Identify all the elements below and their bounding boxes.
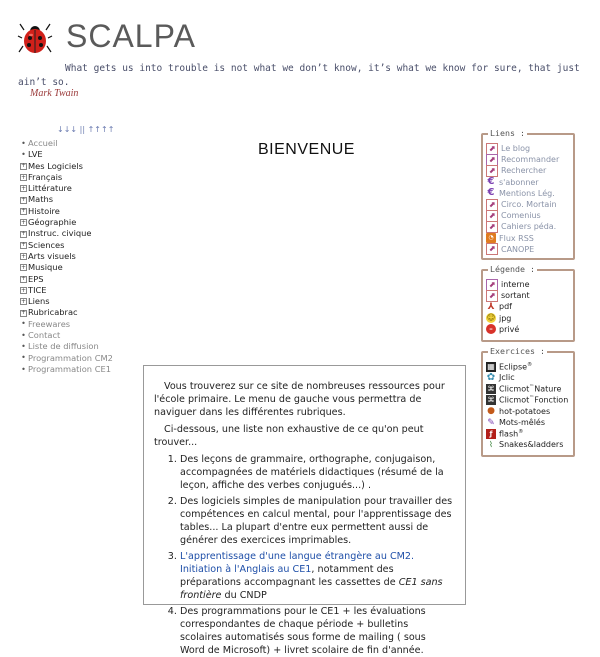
bullet-icon: • [21, 353, 26, 363]
item-label [499, 362, 532, 372]
item-label [501, 222, 556, 231]
pdf-icon: ⅄ [487, 301, 495, 312]
sidebar-item-mes-logiciels[interactable] [20, 161, 113, 172]
sidebar-item-label: Accueil [28, 138, 58, 148]
exercices-item[interactable] [486, 417, 573, 428]
anglais-ce1-link[interactable]: Initiation à l'Anglais au CE1 [180, 564, 312, 575]
external-link-arrow-icon: ⬈ [486, 165, 498, 177]
legende-item[interactable] [486, 290, 573, 301]
expand-plus-icon[interactable]: + [20, 297, 27, 305]
item-label-text: Mots-mêlés [499, 418, 546, 428]
sidebar-item-tice[interactable] [20, 285, 113, 296]
eclipse-grid-icon: ▦ [487, 361, 495, 371]
item-label [499, 384, 561, 394]
exercices-item[interactable] [486, 361, 573, 372]
internal-link-arrow-icon: ⬈ [486, 154, 498, 166]
item-label-text: CANOPE [501, 244, 535, 254]
list-item-text: , notamment des préparations accompagnant les cassettes de [180, 564, 399, 588]
exercices-item[interactable] [486, 372, 573, 383]
item-label-text: Circo. Mortain [501, 200, 557, 210]
expand-plus-icon[interactable]: + [20, 286, 27, 294]
trademark-mark: ™ [529, 395, 535, 402]
list-item-emphasis: CE1 sans frontière [180, 577, 443, 601]
item-label [499, 234, 534, 243]
euro-icon: € [487, 176, 495, 188]
liens-item[interactable] [486, 154, 573, 165]
legend-list [483, 271, 573, 337]
sidebar-item-label: EPS [28, 273, 44, 284]
sidebar-item-label: Musique [28, 262, 63, 273]
expand-plus-icon[interactable]: + [20, 184, 27, 192]
snakes-ladders-icon: ⌇ [489, 439, 493, 449]
item-label [499, 314, 511, 323]
list-item: 2. Des logiciels simples de manipulation pour travailler des compétences en calcul mental, pour l'apprentissage des tables... La plupart d'entre eux permettent aussi de générer des exercices imprimables. [180, 495, 453, 547]
item-label [501, 144, 530, 153]
clicmot-icon: ⌘ [487, 396, 495, 405]
sidebar-item-freewares[interactable] [20, 319, 113, 330]
expand-plus-icon[interactable]: + [20, 196, 27, 204]
list-item: 4. Des programmations pour le CE1 + les évaluations correspondantes de chaque période + bulletins scolaires automatisés sous forme de mailing ( sous Word de Microsoft) + livret scolaire de fin d'année. [180, 605, 453, 657]
item-label [499, 178, 539, 187]
expand-plus-icon[interactable]: + [20, 309, 27, 317]
sidebar-item-g-ographie[interactable] [20, 217, 113, 228]
sidebar-item-label: Freewares [28, 318, 71, 329]
sidebar-item-fran-ais[interactable] [20, 172, 113, 183]
item-label-text: Le blog [501, 144, 531, 154]
item-label-text: Cahiers péda. [501, 222, 557, 232]
item-label [499, 373, 515, 382]
list-item-text: du CNDP [221, 590, 267, 601]
sidebar-item-programmation-ce1[interactable] [20, 364, 113, 375]
exercices-item[interactable] [486, 383, 573, 394]
liens-item[interactable] [486, 199, 573, 210]
item-label [499, 189, 555, 198]
item-label-text: Flux RSS [499, 233, 534, 243]
intro-paragraph: Vous trouverez sur ce site de nombreuses ressources pour l'école primaire. Le menu de gauche vous permettra de naviguer dans les différentes rubriques. [154, 381, 445, 418]
legend-box [481, 264, 575, 342]
sidebar-item-label: Géographie [28, 217, 77, 228]
item-label-text: Eclipse [499, 362, 528, 372]
item-label-text: flash [499, 429, 519, 439]
expand-plus-icon[interactable]: + [20, 263, 27, 271]
sidebar-item-label: Liens [28, 296, 50, 307]
resource-list [154, 453, 453, 657]
sidebar-item-liens[interactable] [20, 296, 113, 307]
sidebar-item-liste-de-diffusion[interactable] [20, 341, 113, 352]
internal-link-arrow-icon: ⬈ [486, 279, 498, 291]
liens-item[interactable] [486, 143, 573, 154]
item-label [499, 325, 519, 334]
expand-plus-icon[interactable]: + [20, 252, 27, 260]
links-list [483, 135, 573, 257]
clicmot-icon: ⌘ [487, 384, 495, 393]
exercices-item[interactable] [486, 428, 573, 439]
liens-item[interactable] [486, 210, 573, 221]
expand-plus-icon[interactable]: + [20, 162, 27, 170]
expand-plus-icon[interactable]: + [20, 275, 27, 283]
trademark-mark: ® [518, 428, 524, 435]
sidebar-item-eps[interactable] [20, 274, 113, 285]
item-label-text: sortant [501, 291, 530, 301]
welcome-content-panel [143, 365, 466, 656]
bullet-icon: • [21, 138, 26, 148]
bullet-icon: • [21, 330, 26, 340]
item-label-text: Clicmot [499, 395, 530, 405]
flash-icon: ƒ [486, 429, 496, 439]
menu-sort-arrows[interactable]: ↓↓↓ || ↑↑↑↑ [57, 125, 115, 134]
sidebar-item-litt-rature[interactable] [20, 183, 113, 194]
liens-item[interactable] [486, 221, 573, 232]
list-item [180, 550, 453, 602]
liens-item[interactable] [486, 165, 573, 176]
sidebar-item-maths[interactable] [20, 194, 113, 205]
item-label [501, 245, 534, 254]
sidebar-item-label: Sciences [28, 239, 65, 250]
ladybug-logo-icon[interactable] [18, 22, 52, 56]
expand-plus-icon[interactable]: + [20, 173, 27, 181]
external-link-arrow-icon: ⬈ [486, 221, 498, 233]
legende-item[interactable] [486, 301, 573, 312]
bullet-icon: • [21, 341, 26, 351]
sidebar-item-arts-visuels[interactable] [20, 251, 113, 262]
item-label-text: s'abonner [499, 177, 539, 187]
item-label-text: interne [501, 280, 530, 290]
item-label [499, 418, 545, 427]
item-label-text: privé [499, 324, 520, 334]
links-box-legend: Liens : [490, 128, 525, 138]
jpg-smiley-icon: ☺ [486, 313, 496, 323]
item-label-suffix: Fonction [534, 395, 569, 405]
sidebar-item-label: Programmation CE1 [28, 363, 112, 374]
item-label [501, 211, 541, 220]
sidebar-item-histoire[interactable] [20, 206, 113, 217]
sidebar-item-musique[interactable] [20, 262, 113, 273]
expand-plus-icon[interactable]: + [20, 241, 27, 249]
external-link-arrow-icon: ⬈ [486, 290, 498, 302]
item-label [499, 440, 563, 449]
sidebar-item-contact[interactable] [20, 330, 113, 341]
sidebar-item-label: Histoire [28, 205, 60, 216]
sidebar-item-label: Français [28, 171, 63, 182]
external-link-arrow-icon: ⬈ [486, 243, 498, 255]
liens-item[interactable] [486, 188, 573, 199]
item-label-text: hot-potatoes [499, 406, 551, 416]
sidebar-item-label: Maths [28, 194, 54, 205]
item-label [501, 291, 530, 300]
sidebar-item-instruc-civique[interactable] [20, 228, 113, 239]
expand-plus-icon[interactable]: + [20, 230, 27, 238]
liens-item[interactable] [486, 177, 573, 188]
sidebar-item-accueil[interactable] [20, 138, 113, 149]
sidebar-item-lve[interactable] [20, 149, 113, 160]
expand-plus-icon[interactable]: + [20, 218, 27, 226]
item-label-text: Rechercher [501, 166, 547, 176]
sidebar-item-label: Programmation CM2 [28, 352, 113, 363]
bullet-icon: • [21, 149, 26, 159]
item-label-text: Jclic [499, 373, 515, 383]
external-link-arrow-icon: ⬈ [486, 199, 498, 211]
lve-cm2-link[interactable]: L'apprentissage d'une langue étrangère au CM2. [180, 551, 415, 562]
list-item: 1. Des leçons de grammaire, orthographe, conjugaison, accompagnées de matériels didactiques (résumé de la leçon, affiche des verbes conjugués...) . [180, 453, 453, 492]
sidebar-menu [20, 138, 113, 375]
liens-item[interactable] [486, 244, 573, 255]
external-link-arrow-icon: ⬈ [486, 143, 498, 155]
sidebar-item-label: Rubricabrac [28, 307, 78, 318]
item-label [501, 166, 546, 175]
bullet-icon: • [21, 364, 26, 374]
item-label-text: jpg [499, 313, 512, 323]
sidebar-item-label: Arts visuels [28, 250, 76, 261]
header-quote: What gets us into trouble is not what we don’t know, it’s what we know for sure, that just ain’t so. [18, 63, 580, 88]
exercises-list [483, 353, 573, 453]
item-label-text: Mentions Lég. [499, 188, 555, 198]
item-label [501, 155, 559, 164]
expand-plus-icon[interactable]: + [20, 207, 27, 215]
links-box [481, 128, 575, 260]
item-label [499, 395, 568, 405]
sidebar-item-programmation-cm2[interactable] [20, 353, 113, 364]
sidebar-item-sciences[interactable] [20, 240, 113, 251]
external-link-arrow-icon: ⬈ [486, 210, 498, 222]
private-no-entry-icon: – [486, 324, 496, 334]
quote-author: Mark Twain [30, 88, 79, 99]
sidebar-item-label: LVE [28, 149, 43, 160]
item-label-text: Recommander [501, 155, 560, 165]
trademark-mark: ™ [529, 384, 535, 391]
word-search-icon: ✎ [487, 417, 495, 428]
item-label [501, 200, 557, 209]
exercises-box [481, 346, 575, 457]
item-label-text: Snakes&ladders [499, 440, 564, 450]
sidebar-item-label: TICE [28, 284, 47, 295]
liens-item[interactable] [486, 233, 573, 244]
item-label [499, 407, 550, 416]
sidebar-item-label: Contact [28, 330, 61, 341]
page-title: BIENVENUE [258, 141, 355, 158]
exercices-item[interactable] [486, 406, 573, 417]
exercices-item[interactable] [486, 395, 573, 406]
item-label-text: pdf [499, 302, 512, 312]
item-label-suffix: Nature [534, 384, 562, 394]
euro-icon: € [487, 187, 495, 199]
rss-icon: ◔ [486, 233, 496, 243]
legend-box-legend: Légende : [490, 264, 535, 274]
exercises-box-legend: Exercices : [490, 346, 545, 356]
trademark-mark: ® [527, 361, 533, 368]
site-title[interactable]: SCALPA [66, 18, 196, 54]
item-label-text: Comenius [501, 211, 541, 221]
sidebar-item-rubricabrac[interactable] [20, 307, 113, 318]
sidebar-item-label: Instruc. civique [28, 228, 92, 239]
exercices-item[interactable] [486, 439, 573, 450]
item-label [499, 429, 523, 439]
legende-item[interactable] [486, 313, 573, 324]
bullet-icon: • [21, 319, 26, 329]
intro-list-lead: Ci-dessous, une liste non exhaustive de ce qu'on peut trouver... [154, 424, 424, 448]
item-label-text: Clicmot [499, 384, 530, 394]
sidebar-item-label: Littérature [28, 183, 72, 194]
legende-item[interactable] [486, 279, 573, 290]
item-label [499, 302, 512, 311]
jclic-flower-icon: ✿ [486, 371, 496, 383]
sidebar-item-label: Mes Logiciels [28, 160, 83, 171]
hot-potatoes-icon: ● [487, 406, 495, 417]
legende-item[interactable] [486, 324, 573, 335]
item-label [501, 280, 530, 289]
sidebar-item-label: Liste de diffusion [28, 341, 99, 352]
